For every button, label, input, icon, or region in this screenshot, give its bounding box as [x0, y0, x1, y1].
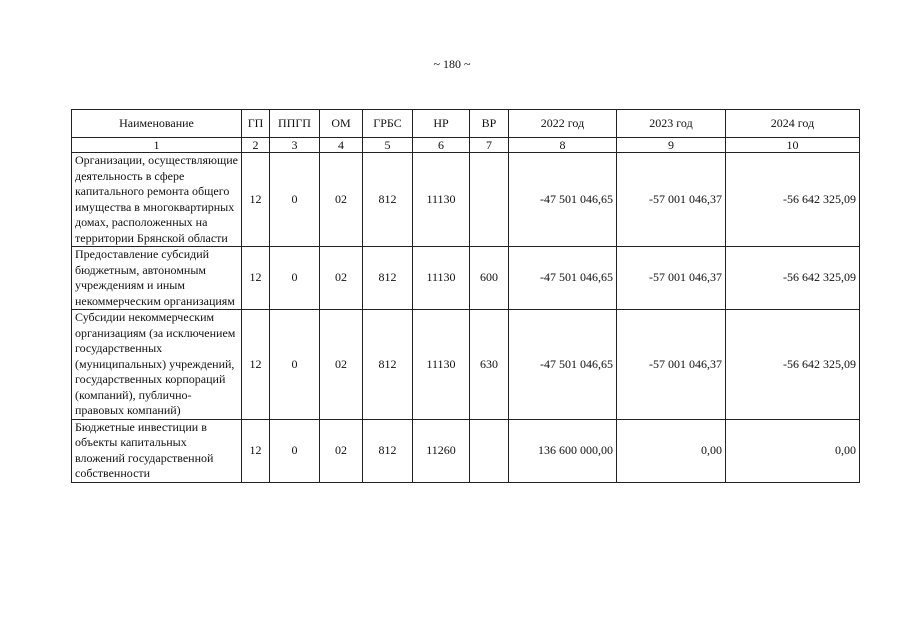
cell-2022: -47 501 046,65	[509, 310, 617, 420]
cell-nr: 11130	[413, 247, 470, 310]
cell-om: 02	[320, 247, 363, 310]
cell-ppgp: 0	[270, 247, 320, 310]
cell-grbs: 812	[363, 247, 413, 310]
cell-2022: 136 600 000,00	[509, 419, 617, 482]
table-row	[72, 310, 860, 420]
cell-ppgp: 0	[270, 419, 320, 482]
row-name: Предоставление субсидий бюджетным, автономным учреждениям и иным некоммерческим организациям	[72, 247, 242, 310]
header-2024: 2024 год	[726, 110, 860, 138]
cell-vr	[470, 153, 509, 247]
cell-2024: -56 642 325,09	[726, 153, 860, 247]
column-number: 10	[726, 138, 860, 153]
header-om: ОМ	[320, 110, 363, 138]
column-number-row	[72, 138, 860, 153]
cell-vr: 600	[470, 247, 509, 310]
cell-vr: 630	[470, 310, 509, 420]
row-name: Субсидии некоммерческим организациям (за исключением государственных (муниципальных) учреждений, государственных корпораций (компаний), публично-правовых компаний)	[72, 310, 242, 420]
cell-om: 02	[320, 153, 363, 247]
cell-om: 02	[320, 310, 363, 420]
budget-table	[71, 109, 860, 483]
cell-2022: -47 501 046,65	[509, 247, 617, 310]
cell-grbs: 812	[363, 419, 413, 482]
header-2023: 2023 год	[617, 110, 726, 138]
header-gp: ГП	[242, 110, 270, 138]
column-number: 8	[509, 138, 617, 153]
cell-gp: 12	[242, 419, 270, 482]
cell-2022: -47 501 046,65	[509, 153, 617, 247]
row-name: Организации, осуществляющие деятельность в сфере капитального ремонта общего имущества в многоквартирных домах, расположенных на территории Брянской области	[72, 153, 242, 247]
column-number: 7	[470, 138, 509, 153]
header-name: Наименование	[72, 110, 242, 138]
header-2022: 2022 год	[509, 110, 617, 138]
cell-nr: 11130	[413, 310, 470, 420]
cell-ppgp: 0	[270, 153, 320, 247]
header-grbs: ГРБС	[363, 110, 413, 138]
page-number: ~ 180 ~	[433, 57, 471, 71]
cell-nr: 11260	[413, 419, 470, 482]
column-number: 4	[320, 138, 363, 153]
cell-2024: -56 642 325,09	[726, 247, 860, 310]
header-nr: НР	[413, 110, 470, 138]
cell-gp: 12	[242, 310, 270, 420]
column-number: 5	[363, 138, 413, 153]
table-row	[72, 153, 860, 247]
cell-grbs: 812	[363, 153, 413, 247]
header-row	[72, 110, 860, 138]
column-number: 9	[617, 138, 726, 153]
cell-2023: -57 001 046,37	[617, 310, 726, 420]
cell-2023: 0,00	[617, 419, 726, 482]
header-ppgp: ППГП	[270, 110, 320, 138]
cell-2024: 0,00	[726, 419, 860, 482]
cell-2023: -57 001 046,37	[617, 153, 726, 247]
cell-nr: 11130	[413, 153, 470, 247]
cell-grbs: 812	[363, 310, 413, 420]
cell-gp: 12	[242, 153, 270, 247]
cell-vr	[470, 419, 509, 482]
cell-gp: 12	[242, 247, 270, 310]
cell-ppgp: 0	[270, 310, 320, 420]
column-number: 2	[242, 138, 270, 153]
header-vr: ВР	[470, 110, 509, 138]
row-name: Бюджетные инвестиции в объекты капитальных вложений государственной собственности	[72, 419, 242, 482]
column-number: 6	[413, 138, 470, 153]
column-number: 3	[270, 138, 320, 153]
cell-2024: -56 642 325,09	[726, 310, 860, 420]
table-row	[72, 247, 860, 310]
cell-2023: -57 001 046,37	[617, 247, 726, 310]
cell-om: 02	[320, 419, 363, 482]
column-number: 1	[72, 138, 242, 153]
table-row	[72, 419, 860, 482]
